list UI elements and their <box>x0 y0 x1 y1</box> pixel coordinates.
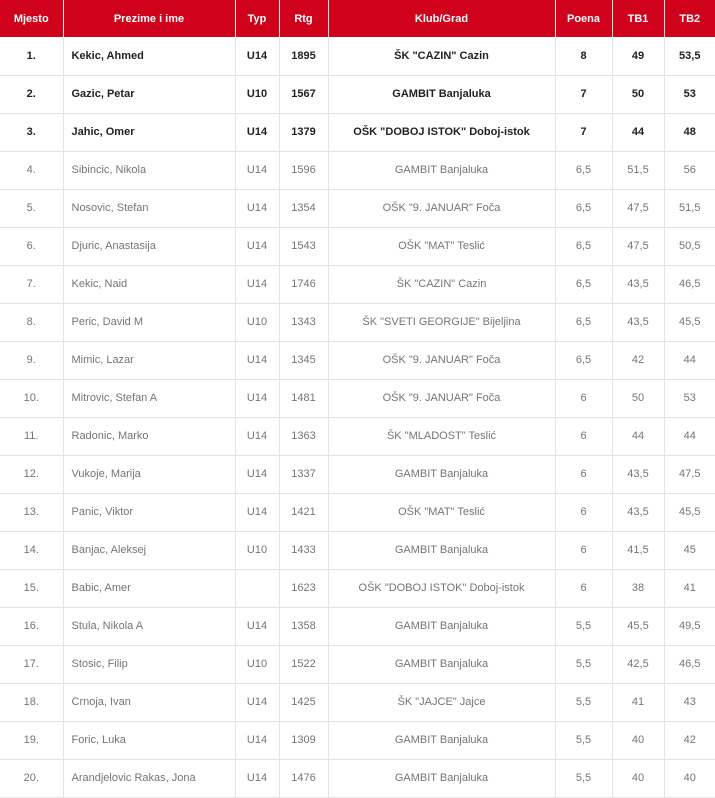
cell-type: U14 <box>235 759 279 797</box>
cell-rating: 1421 <box>279 493 328 531</box>
cell-club: GAMBIT Banjaluka <box>328 645 555 683</box>
cell-rating: 1363 <box>279 417 328 455</box>
cell-club: OŠK "9. JANUAR" Foča <box>328 189 555 227</box>
cell-club: ŠK "SVETI GEORGIJE" Bijeljina <box>328 303 555 341</box>
cell-points: 5,5 <box>555 759 612 797</box>
cell-tb2: 46,5 <box>664 265 715 303</box>
header-tb1: TB1 <box>612 0 664 37</box>
cell-place: 6. <box>0 227 63 265</box>
cell-points: 6,5 <box>555 189 612 227</box>
cell-type: U14 <box>235 721 279 759</box>
cell-club: GAMBIT Banjaluka <box>328 455 555 493</box>
table-header-row <box>0 0 715 37</box>
cell-type: U14 <box>235 227 279 265</box>
cell-tb1: 43,5 <box>612 493 664 531</box>
cell-club: OŠK "MAT" Teslić <box>328 493 555 531</box>
cell-rating: 1746 <box>279 265 328 303</box>
cell-club: ŠK "JAJCE" Jajce <box>328 683 555 721</box>
cell-name: Panic, Viktor <box>63 493 235 531</box>
cell-rating: 1309 <box>279 721 328 759</box>
table-row <box>0 607 715 645</box>
cell-points: 6,5 <box>555 227 612 265</box>
cell-club: GAMBIT Banjaluka <box>328 759 555 797</box>
cell-tb2: 45,5 <box>664 493 715 531</box>
cell-tb1: 44 <box>612 417 664 455</box>
cell-name: Babic, Amer <box>63 569 235 607</box>
cell-tb1: 47,5 <box>612 189 664 227</box>
cell-points: 6 <box>555 417 612 455</box>
cell-points: 6,5 <box>555 151 612 189</box>
cell-club: GAMBIT Banjaluka <box>328 531 555 569</box>
table-row <box>0 455 715 493</box>
cell-name: Vukoje, Marija <box>63 455 235 493</box>
cell-tb1: 44 <box>612 113 664 151</box>
cell-tb1: 42 <box>612 341 664 379</box>
cell-rating: 1522 <box>279 645 328 683</box>
cell-tb1: 40 <box>612 759 664 797</box>
cell-place: 10. <box>0 379 63 417</box>
cell-rating: 1596 <box>279 151 328 189</box>
cell-rating: 1567 <box>279 75 328 113</box>
cell-tb1: 41,5 <box>612 531 664 569</box>
cell-rating: 1476 <box>279 759 328 797</box>
table-row <box>0 379 715 417</box>
table-row <box>0 151 715 189</box>
cell-type: U14 <box>235 607 279 645</box>
cell-rating: 1425 <box>279 683 328 721</box>
cell-place: 7. <box>0 265 63 303</box>
cell-points: 6,5 <box>555 265 612 303</box>
cell-place: 5. <box>0 189 63 227</box>
cell-type: U14 <box>235 151 279 189</box>
header-name: Prezime i ime <box>63 0 235 37</box>
cell-club: GAMBIT Banjaluka <box>328 721 555 759</box>
cell-club: OŠK "DOBOJ ISTOK" Doboj-istok <box>328 113 555 151</box>
cell-name: Sibincic, Nikola <box>63 151 235 189</box>
cell-name: Kekic, Ahmed <box>63 37 235 75</box>
cell-tb2: 44 <box>664 417 715 455</box>
cell-club: ŠK "CAZIN" Cazin <box>328 265 555 303</box>
cell-type: U14 <box>235 417 279 455</box>
cell-type: U14 <box>235 189 279 227</box>
cell-place: 14. <box>0 531 63 569</box>
cell-type: U14 <box>235 265 279 303</box>
cell-name: Radonic, Marko <box>63 417 235 455</box>
cell-place: 19. <box>0 721 63 759</box>
cell-points: 7 <box>555 113 612 151</box>
cell-place: 8. <box>0 303 63 341</box>
cell-rating: 1343 <box>279 303 328 341</box>
cell-tb2: 49,5 <box>664 607 715 645</box>
cell-type: U14 <box>235 341 279 379</box>
cell-tb1: 43,5 <box>612 303 664 341</box>
table-row <box>0 759 715 797</box>
cell-place: 4. <box>0 151 63 189</box>
cell-place: 2. <box>0 75 63 113</box>
cell-name: Djuric, Anastasija <box>63 227 235 265</box>
table-row <box>0 417 715 455</box>
cell-club: GAMBIT Banjaluka <box>328 607 555 645</box>
header-club: Klub/Grad <box>328 0 555 37</box>
table-row <box>0 227 715 265</box>
cell-place: 15. <box>0 569 63 607</box>
cell-tb2: 42 <box>664 721 715 759</box>
table-row <box>0 341 715 379</box>
table-row <box>0 493 715 531</box>
cell-name: Peric, David M <box>63 303 235 341</box>
cell-tb2: 51,5 <box>664 189 715 227</box>
cell-tb2: 45 <box>664 531 715 569</box>
cell-place: 17. <box>0 645 63 683</box>
cell-type: U14 <box>235 113 279 151</box>
table-row <box>0 113 715 151</box>
cell-tb2: 46,5 <box>664 645 715 683</box>
cell-name: Banjac, Aleksej <box>63 531 235 569</box>
table-row <box>0 189 715 227</box>
cell-rating: 1895 <box>279 37 328 75</box>
header-rating: Rtg <box>279 0 328 37</box>
header-type: Typ <box>235 0 279 37</box>
cell-place: 16. <box>0 607 63 645</box>
cell-rating: 1337 <box>279 455 328 493</box>
cell-points: 6 <box>555 455 612 493</box>
cell-club: GAMBIT Banjaluka <box>328 75 555 113</box>
cell-points: 6,5 <box>555 303 612 341</box>
cell-tb1: 40 <box>612 721 664 759</box>
cell-type: U10 <box>235 645 279 683</box>
cell-tb1: 41 <box>612 683 664 721</box>
cell-name: Gazic, Petar <box>63 75 235 113</box>
cell-rating: 1358 <box>279 607 328 645</box>
cell-tb1: 49 <box>612 37 664 75</box>
cell-tb2: 53 <box>664 379 715 417</box>
cell-tb2: 47,5 <box>664 455 715 493</box>
cell-points: 6 <box>555 493 612 531</box>
cell-points: 6 <box>555 569 612 607</box>
cell-club: ŠK "MLADOST" Teslić <box>328 417 555 455</box>
cell-rating: 1354 <box>279 189 328 227</box>
cell-tb2: 53 <box>664 75 715 113</box>
cell-points: 6,5 <box>555 341 612 379</box>
cell-rating: 1433 <box>279 531 328 569</box>
cell-tb1: 50 <box>612 75 664 113</box>
cell-type: U14 <box>235 455 279 493</box>
cell-type: U14 <box>235 379 279 417</box>
table-row <box>0 721 715 759</box>
cell-type <box>235 569 279 607</box>
cell-type: U10 <box>235 75 279 113</box>
table-row <box>0 531 715 569</box>
cell-name: Foric, Luka <box>63 721 235 759</box>
cell-tb1: 45,5 <box>612 607 664 645</box>
cell-tb1: 42,5 <box>612 645 664 683</box>
table-row <box>0 75 715 113</box>
cell-place: 11. <box>0 417 63 455</box>
cell-tb2: 43 <box>664 683 715 721</box>
cell-points: 5,5 <box>555 721 612 759</box>
cell-name: Nosovic, Stefan <box>63 189 235 227</box>
table-row <box>0 303 715 341</box>
cell-place: 18. <box>0 683 63 721</box>
cell-club: OŠK "DOBOJ ISTOK" Doboj-istok <box>328 569 555 607</box>
cell-name: Kekic, Naid <box>63 265 235 303</box>
cell-name: Arandjelovic Rakas, Jona <box>63 759 235 797</box>
cell-place: 1. <box>0 37 63 75</box>
cell-name: Mimic, Lazar <box>63 341 235 379</box>
cell-tb1: 43,5 <box>612 265 664 303</box>
cell-name: Stosic, Filip <box>63 645 235 683</box>
table-row <box>0 683 715 721</box>
cell-place: 20. <box>0 759 63 797</box>
cell-place: 13. <box>0 493 63 531</box>
cell-type: U14 <box>235 37 279 75</box>
cell-tb1: 50 <box>612 379 664 417</box>
header-points: Poena <box>555 0 612 37</box>
cell-tb2: 44 <box>664 341 715 379</box>
cell-rating: 1345 <box>279 341 328 379</box>
cell-rating: 1623 <box>279 569 328 607</box>
cell-points: 5,5 <box>555 607 612 645</box>
cell-points: 8 <box>555 37 612 75</box>
cell-club: OŠK "MAT" Teslić <box>328 227 555 265</box>
cell-tb2: 40 <box>664 759 715 797</box>
cell-place: 12. <box>0 455 63 493</box>
cell-tb2: 50,5 <box>664 227 715 265</box>
table-row <box>0 265 715 303</box>
cell-club: ŠK "CAZIN" Cazin <box>328 37 555 75</box>
cell-name: Stula, Nikola A <box>63 607 235 645</box>
header-tb2: TB2 <box>664 0 715 37</box>
cell-rating: 1543 <box>279 227 328 265</box>
cell-tb2: 45,5 <box>664 303 715 341</box>
cell-points: 7 <box>555 75 612 113</box>
cell-tb1: 38 <box>612 569 664 607</box>
cell-name: Mitrovic, Stefan A <box>63 379 235 417</box>
table-row <box>0 645 715 683</box>
cell-name: Crnoja, Ivan <box>63 683 235 721</box>
cell-points: 5,5 <box>555 645 612 683</box>
cell-points: 6 <box>555 531 612 569</box>
cell-tb1: 43,5 <box>612 455 664 493</box>
cell-place: 9. <box>0 341 63 379</box>
cell-type: U10 <box>235 531 279 569</box>
cell-type: U14 <box>235 493 279 531</box>
cell-points: 6 <box>555 379 612 417</box>
cell-tb1: 51,5 <box>612 151 664 189</box>
table-row <box>0 37 715 75</box>
cell-tb2: 41 <box>664 569 715 607</box>
cell-tb2: 53,5 <box>664 37 715 75</box>
header-place: Mjesto <box>0 0 63 37</box>
cell-tb1: 47,5 <box>612 227 664 265</box>
cell-type: U10 <box>235 303 279 341</box>
cell-rating: 1481 <box>279 379 328 417</box>
cell-club: GAMBIT Banjaluka <box>328 151 555 189</box>
cell-place: 3. <box>0 113 63 151</box>
cell-club: OŠK "9. JANUAR" Foča <box>328 379 555 417</box>
cell-type: U14 <box>235 683 279 721</box>
cell-tb2: 48 <box>664 113 715 151</box>
table-row <box>0 569 715 607</box>
cell-tb2: 56 <box>664 151 715 189</box>
cell-points: 5,5 <box>555 683 612 721</box>
cell-rating: 1379 <box>279 113 328 151</box>
cell-club: OŠK "9. JANUAR" Foča <box>328 341 555 379</box>
cell-name: Jahic, Omer <box>63 113 235 151</box>
